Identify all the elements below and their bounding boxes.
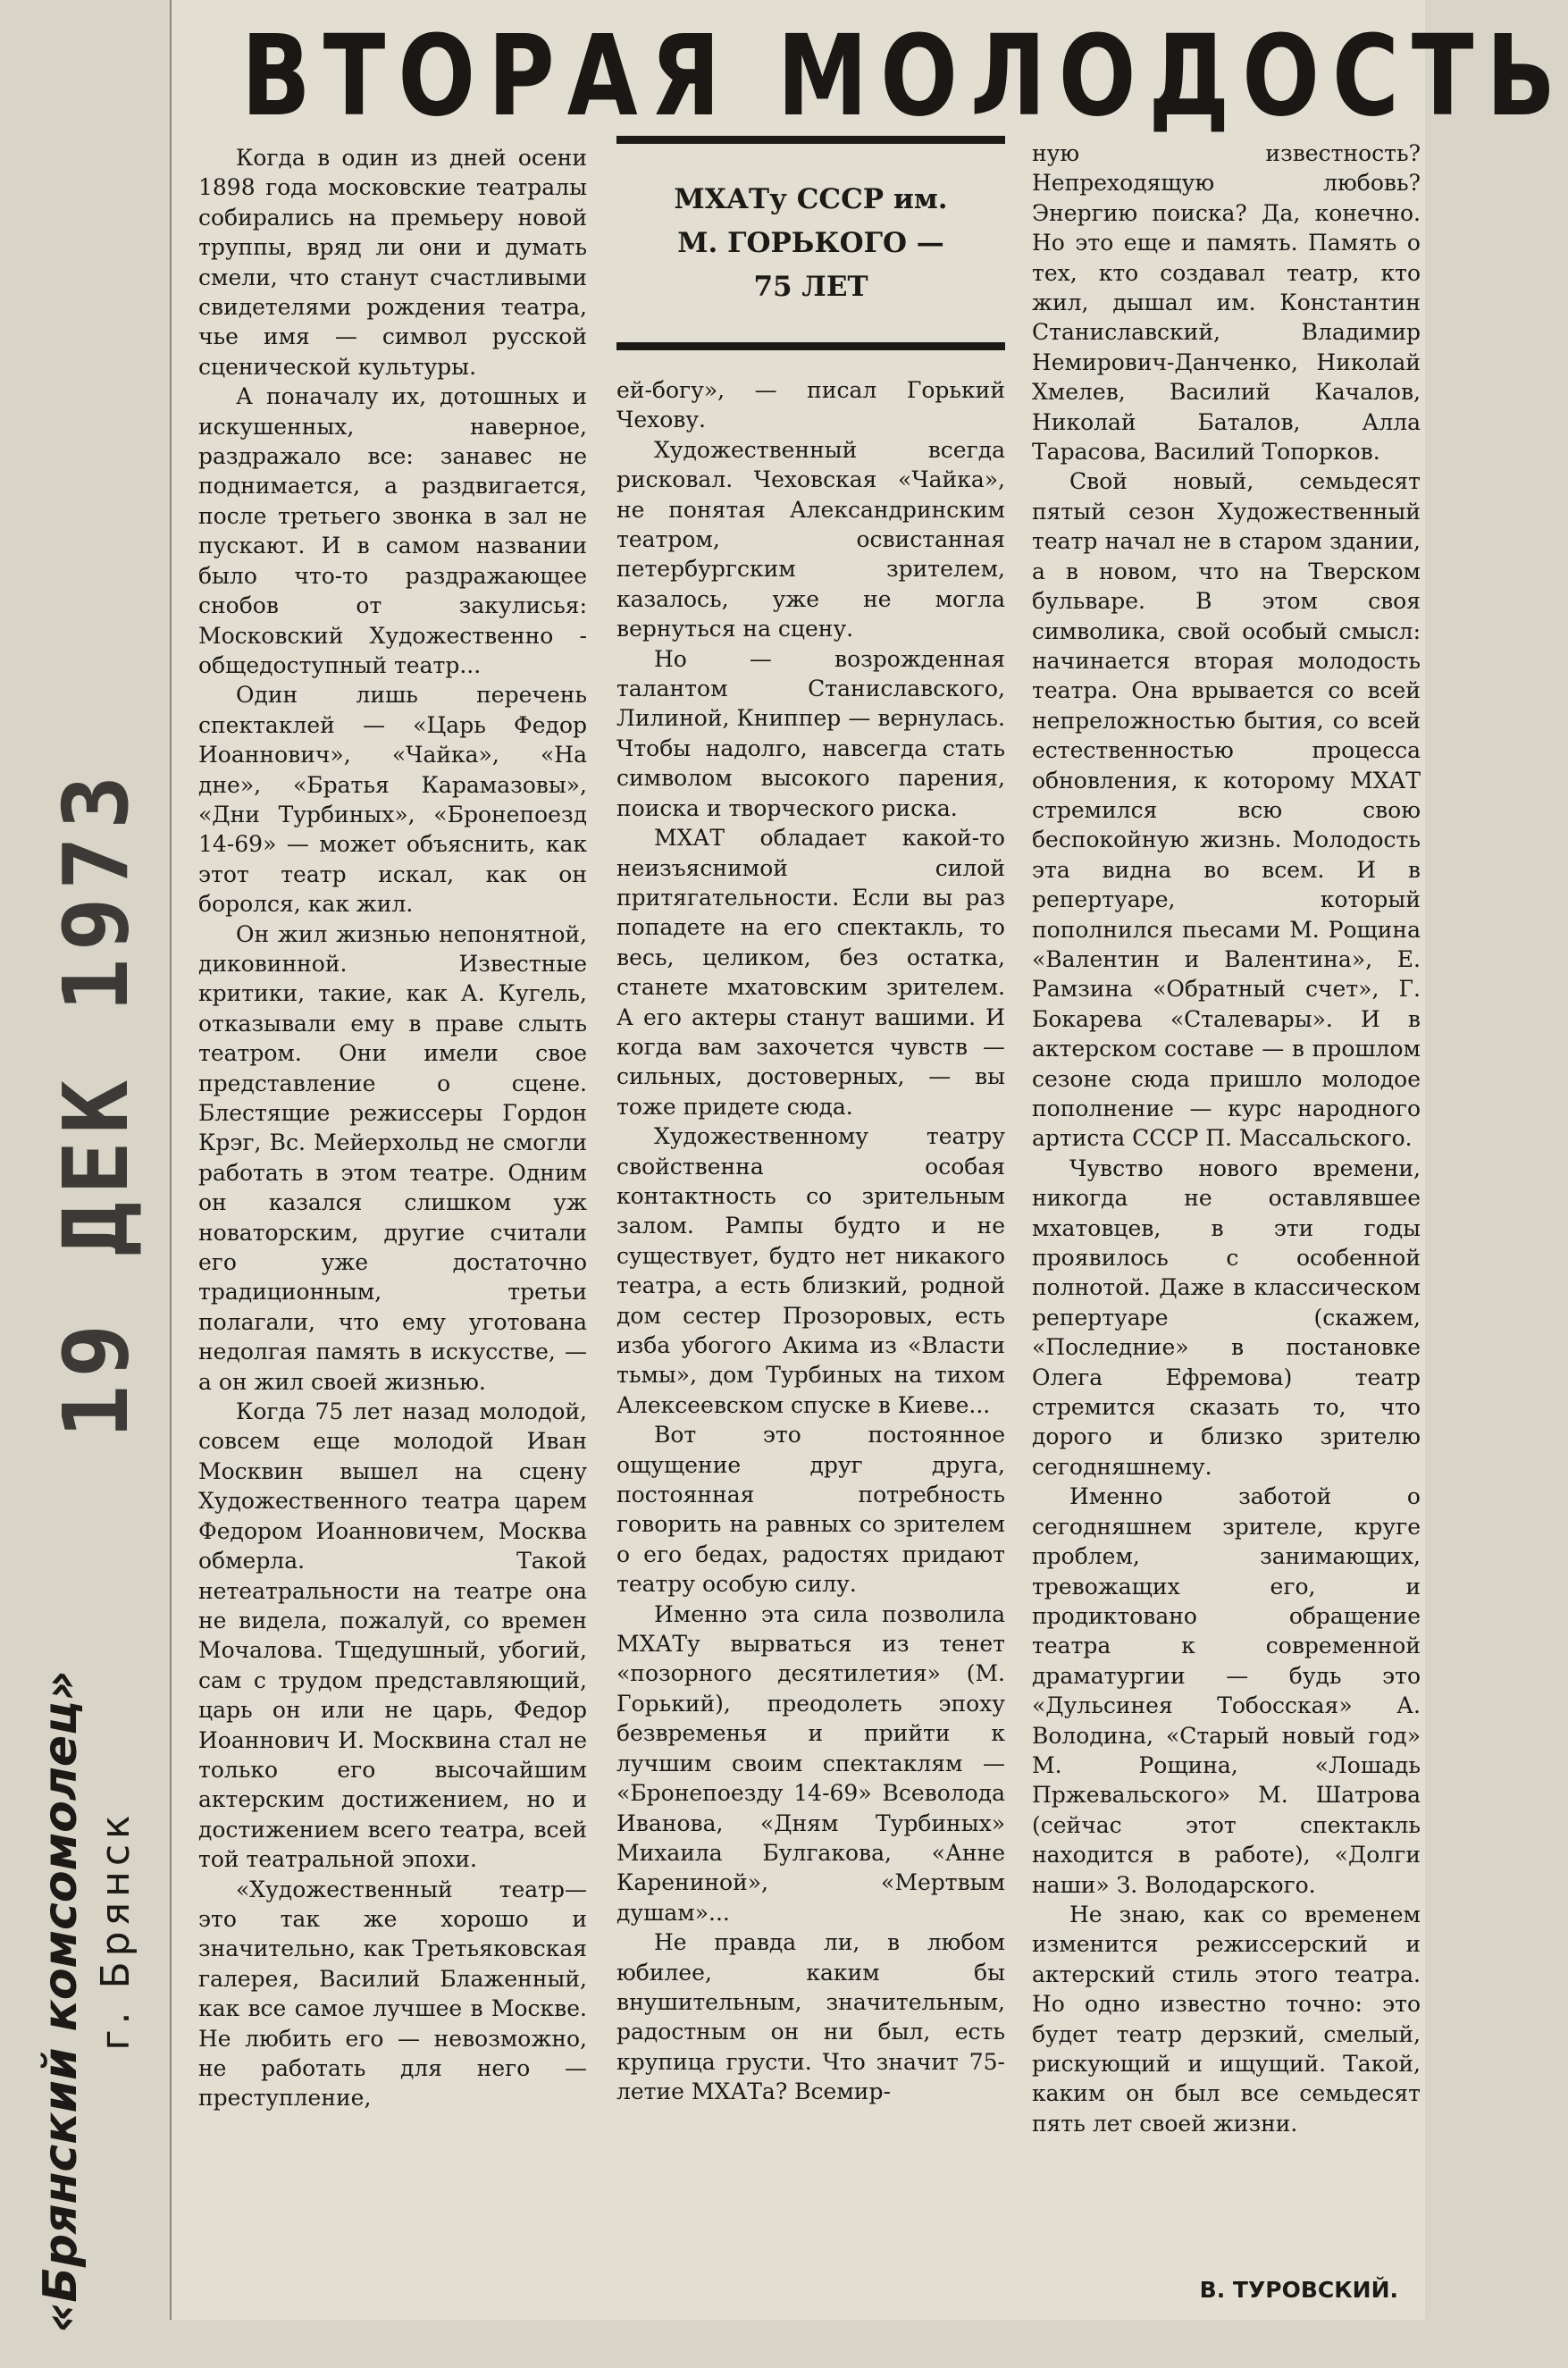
article-paragraph: Не знаю, как со временем изменится режиссерский и актерский стиль этого театра. Но одно известно точно: это будет театр дерзкий, смелый, рискующий и ищущий. Такой, каким он был все семьдесят пять лет своей жизни. [1032, 1901, 1421, 2137]
article-paragraph: ную известность? Непреходящую любовь? Энергию поиска? Да, конечно. Но это еще и память. Память о тех, кто создавал театр, кто жил, дышал им. Константин Станиславский, Владимир Немирович-Данченко, Николай Хмелев, Василий Качалов, Николай Баталов, Алла Тарасова, Василий Топорков. [1032, 140, 1421, 466]
article-paragraph: Но — возрожденная талантом Станиславского, Лилиной, Книппер — вернулась. Чтобы надолго, навсегда стать символом высокого парения, поиска и творческого риска. [616, 645, 1005, 821]
subhead-line: МХАТу СССР им. [674, 183, 948, 215]
article-headline: ВТОРАЯ МОЛОДОСТЬ [241, 12, 1568, 142]
date-stamp: 19 ДЕК 1973 [44, 768, 148, 1439]
article-paragraph: Художественный всегда рисковал. Чеховская «Чайка», не понятая Александринским театром, освистанная петербургским зрителем, казалось, уже не могла вернуться на сцену. [616, 436, 1005, 642]
article-paragraph: Когда 75 лет назад молодой, совсем еще молодой Иван Москвин вышел на сцену Художественного театра царем Федором Иоанновичем, Москва обмерла. Такой нетеатральности на театре она не видела, пожалуй, со времен Мочалова. Тщедушный, убогий, сам с трудом представляющий, царь он или не царь, Федор Иоаннович И. Москвина стал не только его высочайшим актерским достижением, но и достижением всего театра, всей той театральной эпохи. [198, 1398, 587, 1873]
source-city: г. Брянск [93, 1810, 138, 2051]
article-paragraph: Вот это постоянное ощущение друг друга, постоянная потребность говорить на равных со зрителем о его бедах, радостях придают театру особую силу. [616, 1422, 1005, 1598]
article-paragraph: МХАТ обладает какой-то неизъяснимой силой притягательности. Если вы раз попадете на его спектакль, то весь, целиком, без остатка, станете мхатовским зрителем. А его актеры станут вашими. И когда вам захочется чувств — сильных, достоверных, — вы тоже придете сюда. [616, 825, 1005, 1120]
article-column-1 [198, 143, 587, 2113]
article-paragraph: А поначалу их, дотошных и искушенных, наверное, раздражало все: занавес не поднимается, а раздвигается, после третьего звонка в зал не пускают. И в самом названии было что-то раздражающее снобов от закулисья: Московский Художественно - общедоступный театр... [198, 383, 587, 678]
source-newspaper-name: «Брянский комсомолец» [34, 1670, 88, 2333]
clipping-left-edge [170, 0, 172, 2320]
subhead-line: М. ГОРЬКОГО — [677, 227, 944, 259]
article-paragraph: Один лишь перечень спектаклей — «Царь Федор Иоаннович», «Чайка», «На дне», «Братья Карамазовы», «Дни Турбиных», «Бронепоезд 14-69» — может объяснить, как этот театр искал, как он боролся, как жил. [198, 682, 587, 918]
article-subhead [616, 136, 1005, 350]
article-paragraph: Когда в один из дней осени 1898 года московские театралы собирались на премьеру новой труппы, вряд ли они и думать смели, что станут счастливыми свидетелями рождения театра, чье имя — символ русской сценической культуры. [198, 145, 587, 380]
article-paragraph: Именно заботой о сегодняшнем зрителе, круге проблем, занимающих, тревожащих его, и продиктовано обращение театра к современной драматургии — будь это «Дульсинея Тобосская» А. Володина, «Старый новый год» М. Рощина, «Лошадь Пржевальского» М. Шатрова (сейчас этот спектакль находится в работе), «Долги наши» З. Володарского. [1032, 1483, 1421, 1898]
article-paragraph: ей-богу», — писал Горький Чехову. [616, 377, 1005, 433]
article-column-3 [1032, 139, 1421, 2138]
subhead-line: 75 ЛЕТ [753, 271, 868, 303]
author-signature: В. ТУРОВСКИЙ. [1199, 2277, 1398, 2303]
article-paragraph: «Художественный театр— это так же хорошо и значительно, как Третьяковская галерея, Василий Блаженный, как все самое лучшее в Москве. Не любить его — невозможно, не работать для него — преступление, [198, 1876, 587, 2112]
article-paragraph: Чувство нового времени, никогда не оставлявшее мхатовцев, в эти годы проявилось с особенной полнотой. Даже в классическом репертуаре (скажем, «Последние» в постановке Олега Ефремова) театр стремится сказать то, что дорого и близко зрителю сегодняшнему. [1032, 1155, 1421, 1480]
article-paragraph: Именно эта сила позволила МХАТу вырваться из тенет «позорного десятилетия» (М. Горький), преодолеть эпоху безвременья и прийти к лучшим своим спектаклям — «Бронепоезду 14-69» Всеволода Иванова, «Дням Турбиных» Михаила Булгакова, «Анне Карениной», «Мертвым душам»... [616, 1600, 1005, 1926]
article-paragraph: Не правда ли, в любом юбилее, каким бы внушительным, значительным, радостным он ни был, есть крупица грусти. Что значит 75-летие МХАТа? Всемир- [616, 1929, 1005, 2105]
article-paragraph: Художественному театру свойственна особая контактность со зрительным залом. Рампы будто и не существует, будто нет никакого театра, а есть близкий, родной дом сестер Прозоровых, есть изба убогого Акима из «Власти тьмы», дом Турбиных на тихом Алексеевском спуске в Киеве... [616, 1123, 1005, 1418]
article-paragraph: Свой новый, семьдесят пятый сезон Художественный театр начал не в старом здании, а в новом, что на Тверском бульваре. В этом своя символика, свой особый смысл: начинается вторая молодость театра. Она врывается со всей непреложностью бытия, со всей естественностью процесса обновления, к которому МХАТ стремился всю свою беспокойную жизнь. Молодость эта видна во всем. И в репертуаре, который пополнился пьесами М. Рощина «Валентин и Валентина», Е. Рамзина «Обратный счет», Г. Бокарева «Сталевары». И в актерском составе — в прошлом сезоне сюда пришло молодое пополнение — курс народного артиста СССР П. Массальского. [1032, 468, 1421, 1152]
article-paragraph: Он жил жизнью непонятной, диковинной. Известные критики, такие, как А. Кугель, отказывали ему в праве слыть театром. Они имели свое представление о сцене. Блестящие режиссеры Гордон Крэг, Вс. Мейерхольд не смогли работать в этом театре. Одним он казался слишком уж новаторским, другие считали его уже достаточно традиционным, третьи полагали, что ему уготована недолгая память в искусстве, — а он жил своей жизнью. [198, 920, 587, 1395]
article-column-2 [616, 375, 1005, 2107]
